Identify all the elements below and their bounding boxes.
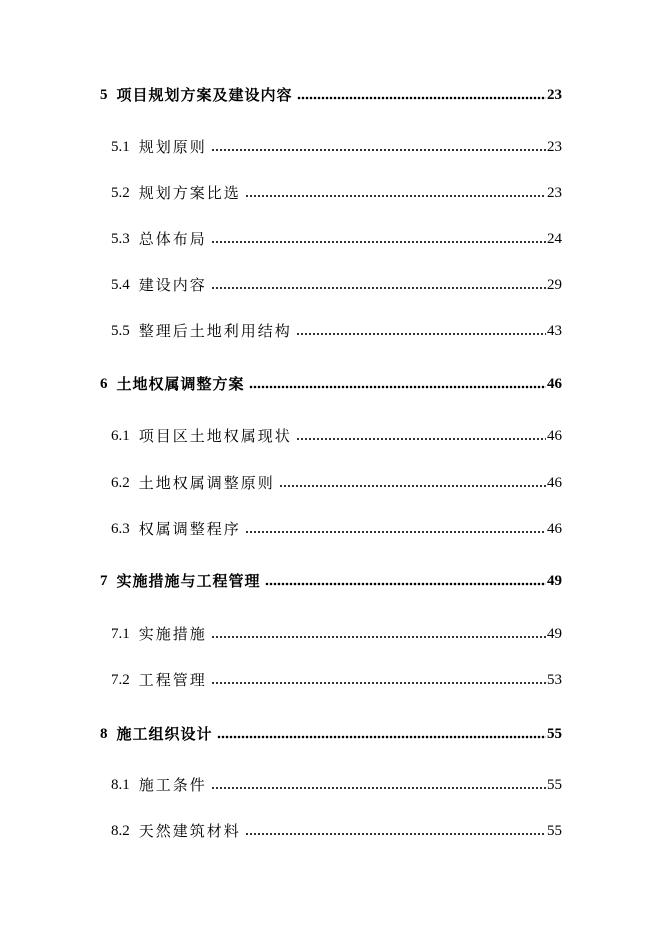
toc-leader-dots xyxy=(245,832,546,836)
toc-title: 施工组织设计 xyxy=(116,725,213,743)
toc-chapter-6[interactable] xyxy=(100,370,562,394)
toc-title: 项目区土地权属现状 xyxy=(138,427,292,445)
toc-page-number: 23 xyxy=(547,87,562,103)
toc-section-5-5[interactable] xyxy=(111,317,562,341)
toc-title: 项目规划方案及建设内容 xyxy=(116,86,293,104)
toc-page-number: 55 xyxy=(547,777,562,793)
toc-number: 6.2 xyxy=(111,475,130,491)
toc-chapter-7[interactable] xyxy=(100,567,562,591)
toc-number: 8.1 xyxy=(111,777,130,793)
toc-section-6-2[interactable] xyxy=(111,469,562,493)
toc-number: 5.4 xyxy=(111,277,130,293)
toc-page-number: 46 xyxy=(547,376,562,392)
toc-number: 8 xyxy=(100,726,108,742)
toc-title: 总体布局 xyxy=(138,230,207,248)
toc-page-number: 46 xyxy=(547,521,562,537)
toc-number: 6 xyxy=(100,376,108,392)
toc-section-5-3[interactable] xyxy=(111,225,562,249)
toc-chapter-5[interactable] xyxy=(100,81,562,105)
toc-page-number: 43 xyxy=(547,323,562,339)
toc-title: 天然建筑材料 xyxy=(138,822,241,840)
toc-number: 6.3 xyxy=(111,521,130,537)
toc-title: 权属调整程序 xyxy=(138,520,241,538)
toc-leader-dots xyxy=(279,484,546,488)
toc-section-8-1[interactable] xyxy=(111,771,562,795)
toc-number: 6.1 xyxy=(111,428,130,444)
toc-title: 规划原则 xyxy=(138,138,207,156)
toc-section-5-2[interactable] xyxy=(111,179,562,203)
toc-page-number: 23 xyxy=(547,185,562,201)
toc-title: 实施措施 xyxy=(138,625,207,643)
toc-leader-dots xyxy=(211,286,546,290)
toc-number: 7.1 xyxy=(111,626,130,642)
toc-page-number: 49 xyxy=(547,573,562,589)
toc-number: 7 xyxy=(100,573,108,589)
toc-leader-dots xyxy=(296,332,546,336)
toc-section-6-3[interactable] xyxy=(111,515,562,539)
toc-page-number: 46 xyxy=(547,475,562,491)
toc-leader-dots xyxy=(217,735,546,739)
toc-section-8-2[interactable] xyxy=(111,817,562,841)
toc-page-number: 55 xyxy=(547,823,562,839)
toc-section-6-1[interactable] xyxy=(111,422,562,446)
toc-title: 工程管理 xyxy=(138,671,207,689)
toc-page-number: 49 xyxy=(547,626,562,642)
toc-section-5-1[interactable] xyxy=(111,133,562,157)
toc-leader-dots xyxy=(297,96,546,100)
toc-section-7-2[interactable] xyxy=(111,666,562,690)
toc-page-number: 53 xyxy=(547,672,562,688)
toc-title: 规划方案比选 xyxy=(138,184,241,202)
toc-title: 施工条件 xyxy=(138,776,207,794)
toc-number: 5.2 xyxy=(111,185,130,201)
toc-chapter-8[interactable] xyxy=(100,720,562,744)
toc-leader-dots xyxy=(211,148,546,152)
toc-number: 8.2 xyxy=(111,823,130,839)
toc-leader-dots xyxy=(211,635,546,639)
toc-number: 5 xyxy=(100,87,108,103)
toc-leader-dots xyxy=(211,240,546,244)
toc-page-number: 23 xyxy=(547,139,562,155)
toc-page-number: 55 xyxy=(547,726,562,742)
toc-leader-dots xyxy=(249,385,546,389)
toc-leader-dots xyxy=(245,194,546,198)
toc-title: 建设内容 xyxy=(138,276,207,294)
toc-title: 实施措施与工程管理 xyxy=(116,572,261,590)
toc-leader-dots xyxy=(265,582,546,586)
toc-leader-dots xyxy=(245,530,546,534)
toc-page-number: 24 xyxy=(547,231,562,247)
toc-number: 5.5 xyxy=(111,323,130,339)
toc-number: 5.1 xyxy=(111,139,130,155)
toc-page-number: 29 xyxy=(547,277,562,293)
toc-number: 5.3 xyxy=(111,231,130,247)
toc-leader-dots xyxy=(296,437,546,441)
toc-leader-dots xyxy=(211,786,546,790)
toc-number: 7.2 xyxy=(111,672,130,688)
toc-title: 土地权属调整原则 xyxy=(138,474,275,492)
toc-page-number: 46 xyxy=(547,428,562,444)
toc-title: 土地权属调整方案 xyxy=(116,375,245,393)
toc-section-5-4[interactable] xyxy=(111,271,562,295)
toc-leader-dots xyxy=(211,681,546,685)
toc-title: 整理后土地利用结构 xyxy=(138,322,292,340)
toc-section-7-1[interactable] xyxy=(111,620,562,644)
